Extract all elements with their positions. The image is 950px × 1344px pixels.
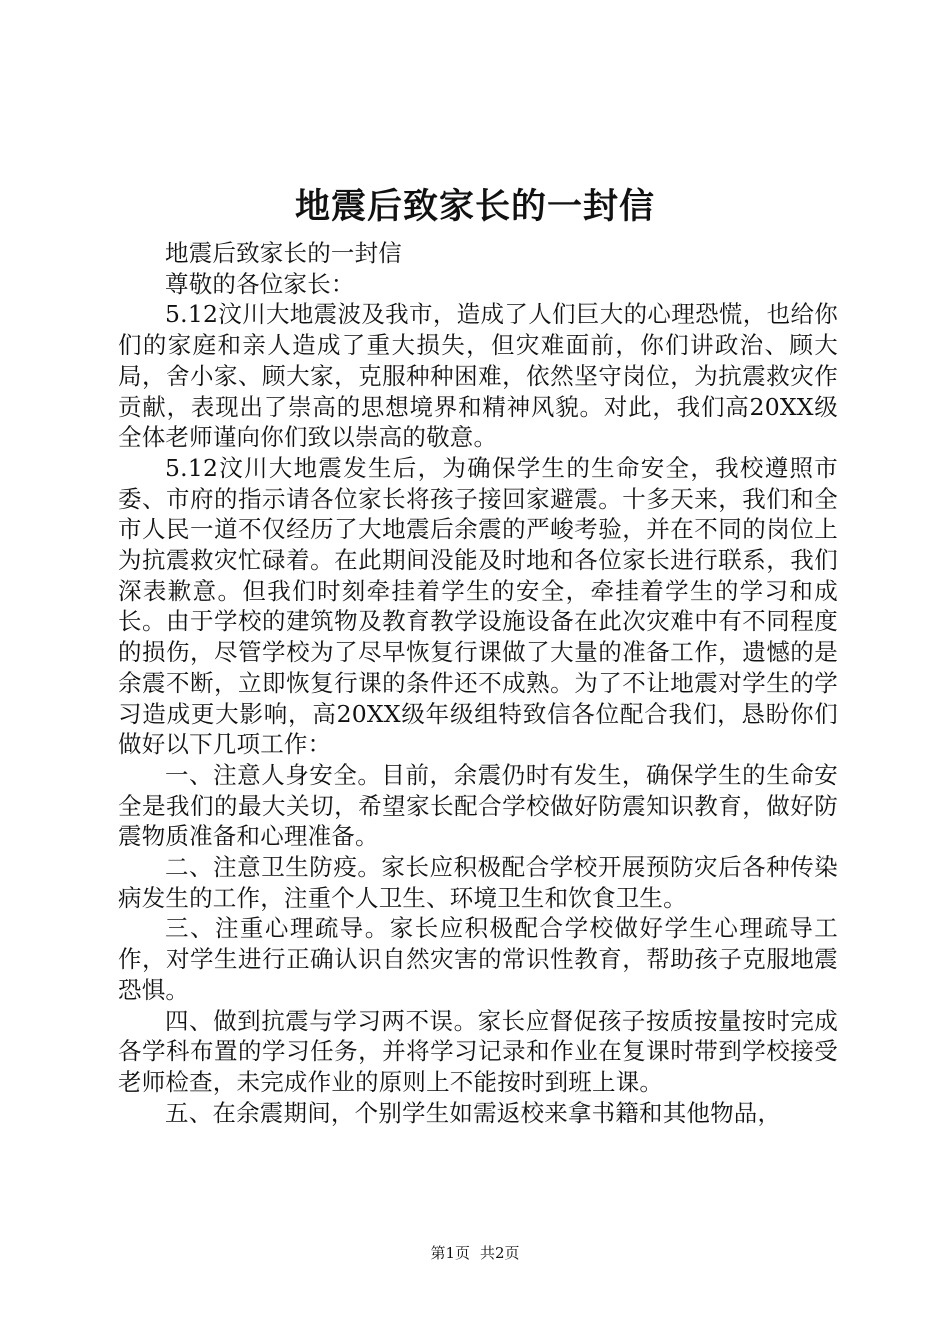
paragraph-item-5: 五、在余震期间，个别学生如需返校来拿书籍和其他物品，: [165, 1098, 782, 1127]
page-number: 第1页: [430, 1244, 470, 1262]
paragraph-item-2: 二、注意卫生防疫。家长应积极配合学校开展预防灾后各种传染病发生的工作，注重个人卫生、环境卫生和饮食卫生。: [118, 853, 838, 912]
paragraph-item-4: 四、做到抗震与学习两不误。家长应督促孩子按质按量按时完成各学科布置的学习任务，并将学习记录和作业在复课时带到学校接受老师检查，未完成作业的原则上不能按时到班上课。: [118, 1006, 838, 1096]
page-footer: [0, 1243, 950, 1263]
paragraph-item-3: 三、注重心理疏导。家长应积极配合学校做好学生心理疏导工作，对学生进行正确认识自然灾害的常识性教育，帮助孩子克服地震恐惧。: [118, 914, 838, 1004]
paragraph-subtitle: 地震后致家长的一封信: [165, 239, 402, 267]
document-title: 地震后致家长的一封信: [294, 186, 655, 227]
paragraph-background: 5.12汶川大地震发生后，为确保学生的生命安全，我校遵照市委、市府的指示请各位家长将孩子接回家避震。十多天来，我们和全市人民一道不仅经历了大地震后余震的严峻考验，并在不同的岗位上为抗震救灾忙碌着。在此期间没能及时地和各位家长进行联系，我们深表歉意。但我们时刻牵挂着学生的安全，牵挂着学生的学习和成长。由于学校的建筑物及教育教学设施设备在此次灾难中有不同程度的损伤，尽管学校为了尽早恢复行课做了大量的准备工作，遗憾的是余震不断，立即恢复行课的条件还不成熟。为了不让地震对学生的学习造成更大影响，高20XX级年级组特致信各位配合我们，恳盼你们做好以下几项工作：: [118, 453, 838, 759]
paragraph-intro: 5.12汶川大地震波及我市，造成了人们巨大的心理恐慌，也给你们的家庭和亲人造成了重大损失，但灾难面前，你们讲政治、顾大局，舍小家、顾大家，克服种种困难，依然坚守岗位，为抗震救灾作贡献，表现出了崇高的思想境界和精神风貌。对此，我们高20XX级全体老师谨向你们致以崇高的敬意。: [118, 300, 838, 452]
page-total: 共2页: [480, 1244, 520, 1262]
paragraph-salutation: 尊敬的各位家长：: [165, 269, 355, 298]
paragraph-item-1: 一、注意人身安全。目前，余震仍时有发生，确保学生的生命安全是我们的最大关切，希望家长配合学校做好防震知识教育，做好防震物质准备和心理准备。: [118, 760, 838, 851]
document-body: [118, 238, 838, 1128]
